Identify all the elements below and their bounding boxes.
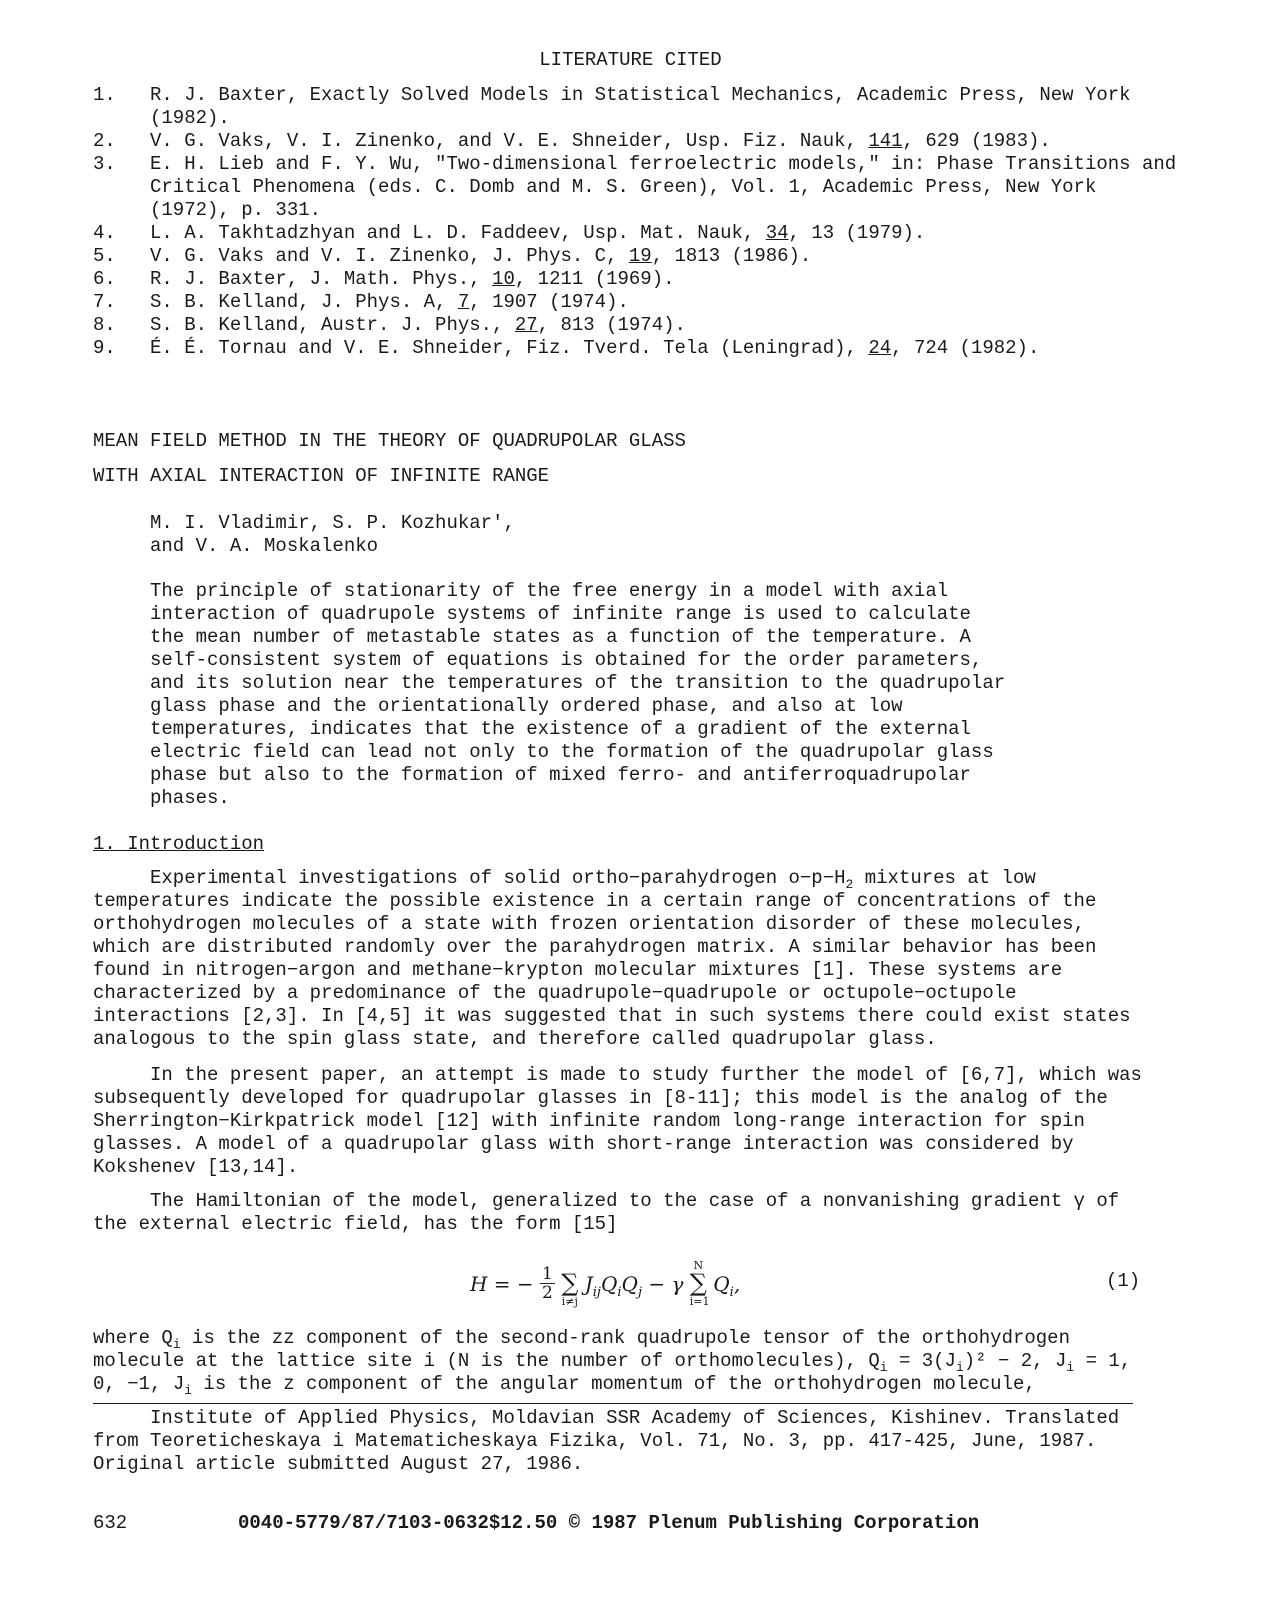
reference-number: 4.: [93, 222, 116, 244]
reference-number: 5.: [93, 245, 116, 267]
reference-list: [93, 84, 1183, 360]
reference-item: [93, 337, 1183, 360]
footnote: Institute of Applied Physics, Moldavian SSR Academy of Sciences, Kishinev. Translated from Teoreticheskaya i Matematicheskaya Fizika, Vol. 71, No. 3, pp. 417-425, June, 1987. Original article submitted August 27, 1986.: [93, 1407, 1120, 1475]
reference-number: 2.: [93, 130, 116, 152]
reference-item: [93, 268, 1183, 291]
reference-text: S. B. Kelland, Austr. J. Phys., 27, 813 (1974).: [150, 314, 686, 336]
reference-text: R. J. Baxter, Exactly Solved Models in Statistical Mechanics, Academic Press, New York (1982).: [150, 84, 1131, 129]
reference-number: 8.: [93, 314, 116, 336]
reference-number: 3.: [93, 153, 116, 175]
reference-item: [93, 314, 1183, 337]
paragraph-1: Experimental investigations of solid ortho−parahydrogen $o-p-H_2$ mixtures at low temperatures indicate the possible existence in a certain range of concentrations of the orthohydrogen molecules of a state with frozen orientation disorder of these molecules, which are distributed randomly over the parahydrogen matrix. A similar behavior has been found in nitrogen−argon and methane−krypton molecular mixtures [1]. These systems are characterized by a predominance of the quadrupole−quadrupole or octupole−octupole interactions [2,3]. In [4,5] it was suggested that in such systems there could exist states analogous to the spin glass state, and therefore called quadrupolar glass.: [93, 867, 1131, 1050]
reference-text: S. B. Kelland, J. Phys. A, 7, 1907 (1974).: [150, 291, 629, 313]
reference-number: 9.: [93, 337, 116, 359]
reference-text: V. G. Vaks, V. I. Zinenko, and V. E. Shneider, Usp. Fiz. Nauk, 141, 629 (1983).: [150, 130, 1051, 152]
article-title-line: WITH AXIAL INTERACTION OF INFINITE RANGE: [93, 465, 550, 487]
reference-text: R. J. Baxter, J. Math. Phys., 10, 1211 (1969).: [150, 268, 675, 290]
article-authors: [150, 512, 515, 558]
literature-cited-heading: LITERATURE CITED: [539, 49, 722, 71]
equation-number: (1): [1106, 1270, 1141, 1292]
authors-line: and V. A. Moskalenko: [150, 535, 379, 557]
reference-item: [93, 153, 1183, 222]
reference-text: V. G. Vaks and V. I. Zinenko, J. Phys. C, 19, 1813 (1986).: [150, 245, 812, 267]
authors-line: M. I. Vladimir, S. P. Kozhukar',: [150, 512, 515, 534]
reference-text: E. H. Lieb and F. Y. Wu, "Two-dimensional ferroelectric models," in: Phase Transitions and Critical Phenomena (eds. C. Domb and M. S. Green), Vol. 1, Academic Press, New York (1972), p. 331.: [150, 153, 1177, 221]
paragraph-3: The Hamiltonian of the model, generalized to the case of a nonvanishing gradient γ of the external electric field, has the form [15]: [93, 1190, 1120, 1235]
reference-text: L. A. Takhtadzhyan and L. D. Faddeev, Usp. Mat. Nauk, 34, 13 (1979).: [150, 222, 926, 244]
footnote-divider: [93, 1403, 1133, 1404]
equation-1-hamiltonian: H = − $\frac{1}{2}$ ∑ i≠j $J_{ij}Q_iQ_j - \gamma$ N ∑ i=1 $Q_i$,: [470, 1259, 741, 1308]
page-number: 632: [93, 1512, 128, 1534]
reference-number: 6.: [93, 268, 116, 290]
paragraph-2: In the present paper, an attempt is made to study further the model of [6,7], which was subsequently developed for quadrupolar glasses in [8-11]; this model is the analog of the Sherrington−Kirkpatrick model [12] with infinite random long-range interaction for spin glasses. A model of a quadrupolar glass with short-range interaction was considered by Kokshenev [13,14].: [93, 1064, 1142, 1178]
reference-item: [93, 245, 1183, 268]
reference-item: [93, 291, 1183, 314]
reference-number: 1.: [93, 84, 116, 106]
article-title-line: MEAN FIELD METHOD IN THE THEORY OF QUADRUPOLAR GLASS: [93, 430, 686, 452]
reference-item: [93, 222, 1183, 245]
paragraph-4: where $Q_i$ is the zz component of the second-rank quadrupole tensor of the orthohydrogen molecule at the lattice site i (N is the number of orthomolecules), $Q_i = 3(J_i)^2 - 2$, $J_i = 1$, 0, −1, $J_i$ is the z component of the angular momentum of the orthohydrogen molecule,: [93, 1327, 1132, 1398]
reference-number: 7.: [93, 291, 116, 313]
reference-item: [93, 130, 1183, 153]
abstract: The principle of stationarity of the free energy in a model with axial interaction of quadrupole systems of infinite range is used to calculate the mean number of metastable states as a function of the temperature. A self-consistent system of equations is obtained for the order parameters, and its solution near the temperatures of the transition to the quadrupolar glass phase and the orientationally ordered phase, and also at low temperatures, indicates that the existence of a gradient of the external electric field can lead not only to the formation of the quadrupolar glass phase but also to the formation of mixed ferro- and antiferroquadrupolar phases.: [150, 580, 1006, 809]
reference-text: É. É. Tornau and V. E. Shneider, Fiz. Tverd. Tela (Leningrad), 24, 724 (1982).: [150, 337, 1040, 359]
copyright-line: 0040-5779/87/7103-0632$12.50 © 1987 Plenum Publishing Corporation: [238, 1512, 980, 1534]
reference-item: [93, 84, 1183, 130]
section-heading-introduction: 1. Introduction: [93, 833, 265, 855]
article-title: [93, 430, 686, 500]
